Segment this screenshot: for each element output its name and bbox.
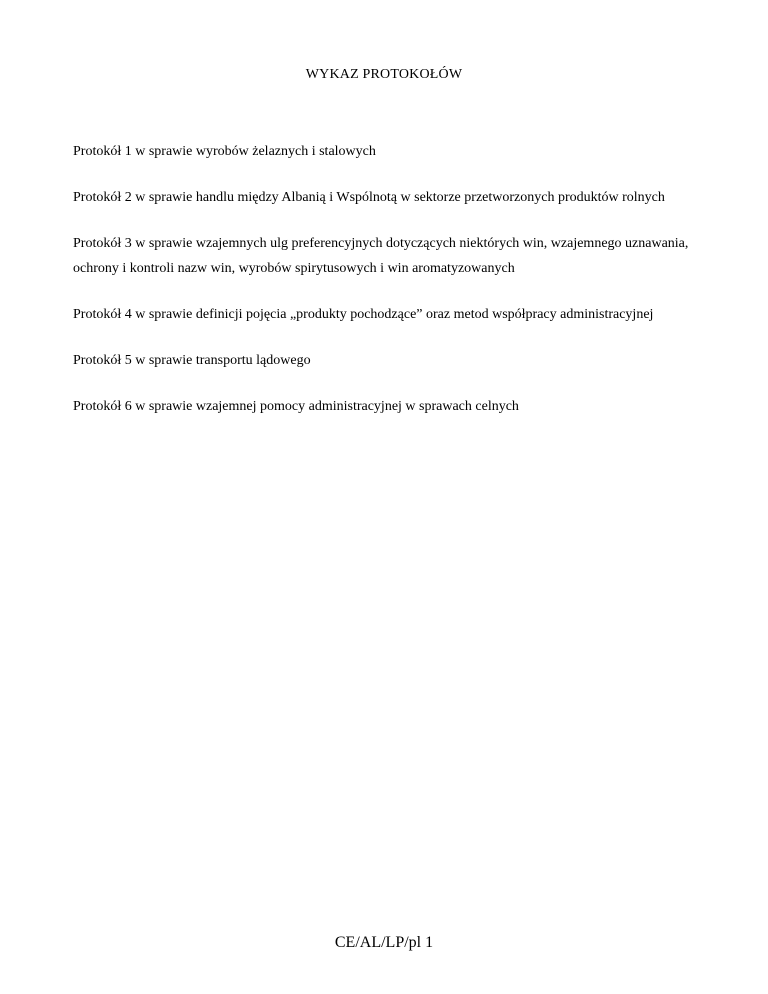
- page-title: WYKAZ PROTOKOŁÓW: [305, 67, 463, 82]
- protocol-item-1: Protokół 1 w sprawie wyrobów żelaznych i stalowych: [73, 144, 376, 159]
- protocol-item-5: Protokół 5 w sprawie transportu lądowego: [73, 353, 311, 368]
- protocol-item-3: Protokół 3 w sprawie wzajemnych ulg preferencyjnych dotyczących niektórych win, wzajemnego uznawania, ochrony i kontroli nazw win, wyrobów spirytusowych i win aromatyzowanych: [73, 236, 689, 276]
- protocol-item-6: Protokół 6 w sprawie wzajemnej pomocy administracyjnej w sprawach celnych: [73, 399, 519, 414]
- protocol-item-2: Protokół 2 w sprawie handlu między Albanią i Wspólnotą w sektorze przetworzonych produktów rolnych: [73, 190, 665, 205]
- protocol-list: [73, 139, 693, 440]
- protocol-item-4: Protokół 4 w sprawie definicji pojęcia „produkty pochodzące” oraz metod współpracy administracyjnej: [73, 307, 654, 322]
- page-footer-reference: CE/AL/LP/pl 1: [334, 934, 434, 951]
